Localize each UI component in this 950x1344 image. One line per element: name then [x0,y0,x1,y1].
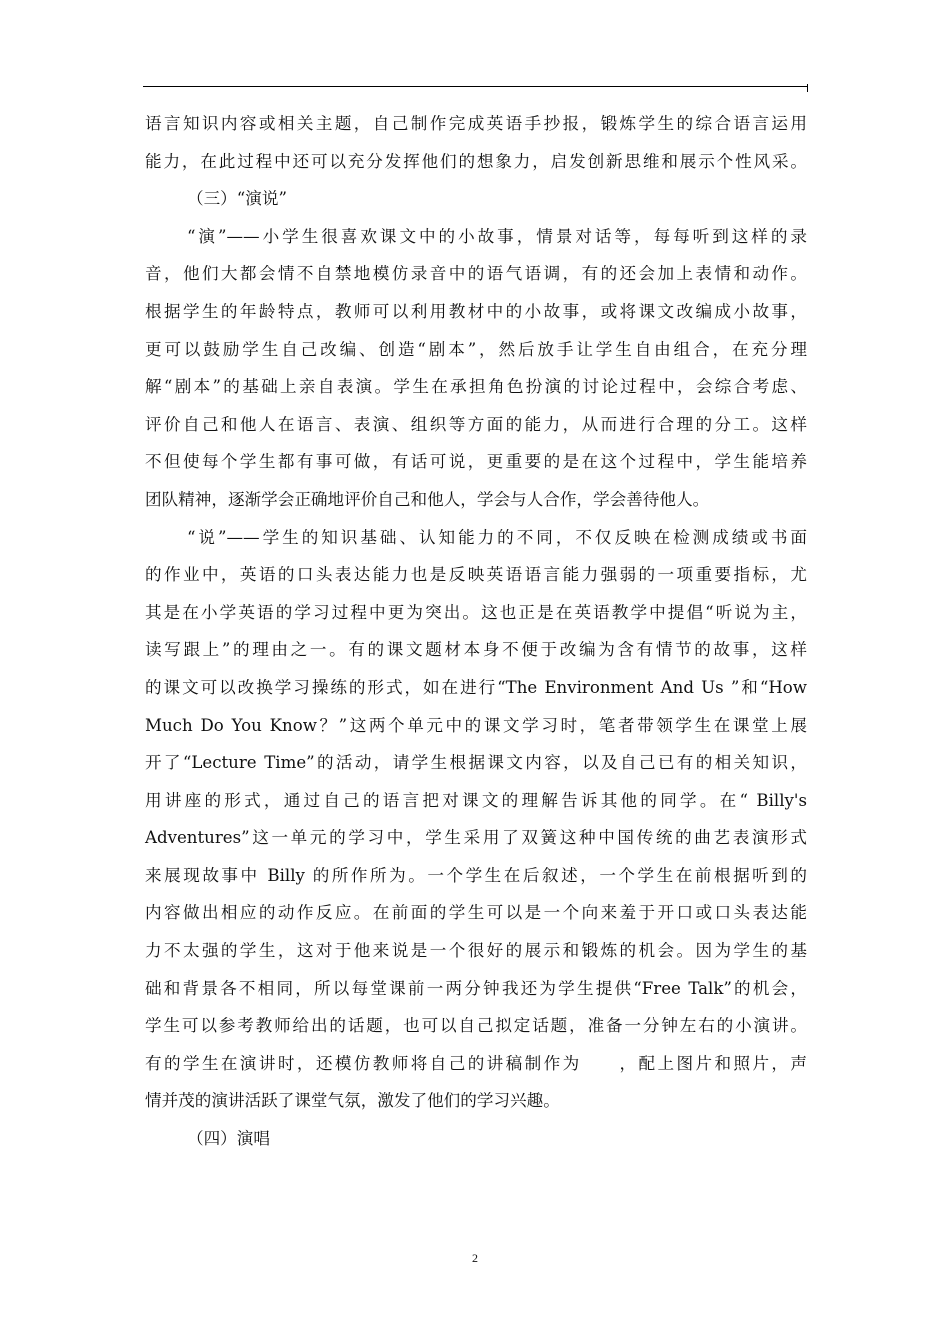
text-line: 来展现故事中 Billy 的所作所为。一个学生在后叙述，一个学生在前根据听到的 [145,865,807,885]
text-line: 开了“Lecture Time”的活动，请学生根据课文内容，以及自己已有的相关知识， [145,753,807,773]
text-line: 评价自己和他人在语言、表演、组织等方面的能力，从而进行合理的分工。这样 [145,414,807,434]
header-rule-tick [807,84,808,92]
text-line: 根据学生的年龄特点，教师可以利用教材中的小故事，或将课文改编成小故事， [145,301,807,321]
text-line: 团队精神，逐渐学会正确地评价自己和他人，学会与人合作，学会善待他人。 [145,489,710,509]
text-line: 解“剧本”的基础上亲自表演。学生在承担角色扮演的讨论过程中，会综合考虑、 [145,377,807,397]
text-line: Adventures”这一单元的学习中，学生采用了双簧这种中国传统的曲艺表演形式 [145,828,807,848]
header-rule [143,86,808,87]
text-line: 内容做出相应的动作反应。在前面的学生可以是一个向来羞于开口或口头表达能 [145,903,807,923]
text-line: 的课文可以改换学习操练的形式，如在进行“The Environment And Us ”和“How [145,677,807,697]
text-line: 读写跟上”的理由之一。有的课文题材本身不便于改编为含有情节的故事，这样 [145,640,807,660]
text-line: 情并茂的演讲活跃了课堂气氛，激发了他们的学习兴趣。 [145,1091,560,1111]
text-line: 的作业中，英语的口头表达能力也是反映英语语言能力强弱的一项重要指标，尤 [145,565,807,585]
text-line: 其是在小学英语的学习过程中更为突出。这也正是在英语教学中提倡“听说为主， [145,602,807,622]
text-line: 能力，在此过程中还可以充分发挥他们的想象力，启发创新思维和展示个性风采。 [145,151,807,171]
text-line: 不但使每个学生都有事可做，有话可说，更重要的是在这个过程中，学生能培养 [145,452,807,472]
section-heading: （三）“演说” [187,189,287,209]
page-number: 2 [472,1251,478,1265]
text-line: 更可以鼓励学生自己改编、创造“剧本”，然后放手让学生自由组合，在充分理 [145,339,807,359]
text-line: 音，他们大都会情不自禁地模仿录音中的语气语调，有的还会加上表情和动作。 [145,264,807,284]
text-line: Much Do You Know？”这两个单元中的课文学习时，笔者带领学生在课堂上展 [145,715,807,735]
text-line: 础和背景各不相同，所以每堂课前一两分钟我还为学生提供“Free Talk”的机会， [145,978,807,998]
body-text [145,105,807,1158]
text-line: “说”——学生的知识基础、认知能力的不同，不仅反映在检测成绩或书面 [187,527,807,547]
text-line: 用讲座的形式，通过自己的语言把对课文的理解告诉其他的同学。在“ Billy's [145,790,807,810]
section-heading: （四）演唱 [187,1129,270,1149]
text-line: 学生可以参考教师给出的话题，也可以自己拟定话题，准备一分钟左右的小演讲。 [145,1016,807,1036]
text-line: 力不太强的学生，这对于他来说是一个很好的展示和锻炼的机会。因为学生的基 [145,941,807,961]
text-line: 有的学生在演讲时，还模仿教师将自己的讲稿制作为 ，配上图片和照片，声 [145,1053,807,1073]
text-line: “演”——小学生很喜欢课文中的小故事，情景对话等，每每听到这样的录 [187,226,807,246]
text-line: 语言知识内容或相关主题，自己制作完成英语手抄报，锻炼学生的综合语言运用 [145,114,807,133]
